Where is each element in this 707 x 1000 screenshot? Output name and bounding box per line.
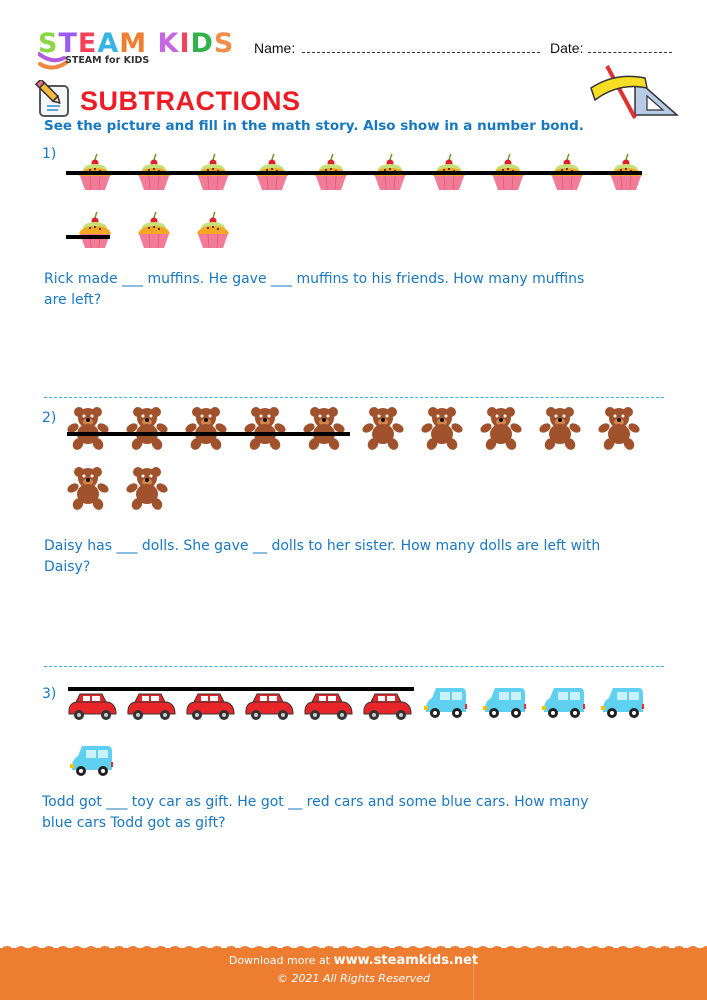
strike-line [66,171,642,175]
logo-letter: K [157,28,180,59]
question-3-story: Todd got ___ toy car as gift. He got __ red cars and some blue cars. How many blue cars Todd got as gift? [42,794,589,831]
question-1-story: Rick made ___ muffins. He gave ___ muffins to his friends. How many muffins are left? [44,271,585,308]
logo-letter: A [97,28,120,59]
logo-letter: S [213,28,235,59]
section-divider [44,397,664,398]
website-link[interactable]: www.steamkids.net [333,953,479,968]
logo-letter: D [190,28,214,59]
bear-row-2 [58,470,176,510]
scalloped-edge [0,942,707,950]
ruler-triangle-icon [585,60,680,120]
blue-car-icon [62,740,121,780]
logo-letter: E [77,28,98,59]
copyright-text: © 2021 All Rights Reserved [276,972,430,985]
strike-line [68,687,414,691]
section-divider [44,666,664,667]
name-field[interactable] [302,52,540,53]
blue-car-icon [416,682,475,722]
bear-row-1 [58,410,648,450]
footer [0,948,707,1000]
worksheet-pencil-icon [34,80,74,118]
name-label: Name: [254,40,296,56]
logo-letter: I [179,28,191,59]
strike-line [66,235,110,239]
steam-kids-logo [38,30,238,74]
teddy-bear-icon [294,410,353,450]
strike-line [67,432,350,436]
logo-letter: M [119,28,148,59]
date-label: Date: [550,40,584,56]
teddy-bear-icon [58,410,117,450]
swoosh-icon [38,52,68,72]
teddy-bear-icon [471,410,530,450]
question-1-number: 1) [42,146,57,162]
teddy-bear-icon [176,410,235,450]
teddy-bear-icon [530,410,589,450]
instruction-text: See the picture and fill in the math story. Also show in a number bond. [44,118,584,134]
logo-tagline: STEAM for KIDS [65,55,150,66]
teddy-bear-icon [353,410,412,450]
teddy-bear-icon [117,410,176,450]
muffin-row-2 [65,210,242,250]
question-3-number: 3) [42,686,57,702]
teddy-bear-icon [117,470,176,510]
car-row-2 [62,740,121,780]
download-text: Download more at www.steamkids.net [228,953,479,968]
teddy-bear-icon [235,410,294,450]
logo-wordmark [38,30,238,58]
muffin-icon [183,210,242,250]
teddy-bear-icon [589,410,648,450]
logo-letter: T [58,28,78,59]
question-2-number: 2) [42,410,57,426]
muffin-icon [124,210,183,250]
blue-car-icon [593,682,652,722]
question-2-story: Daisy has ___ dolls. She gave __ dolls to her sister. How many dolls are left with Daisy? [44,538,601,575]
blue-car-icon [475,682,534,722]
teddy-bear-icon [412,410,471,450]
page-title: SUBTRACTIONS [80,86,301,116]
logo-letter: S [38,28,59,59]
blue-car-icon [534,682,593,722]
muffin-icon [65,210,124,250]
date-field[interactable] [588,52,672,53]
teddy-bear-icon [58,470,117,510]
